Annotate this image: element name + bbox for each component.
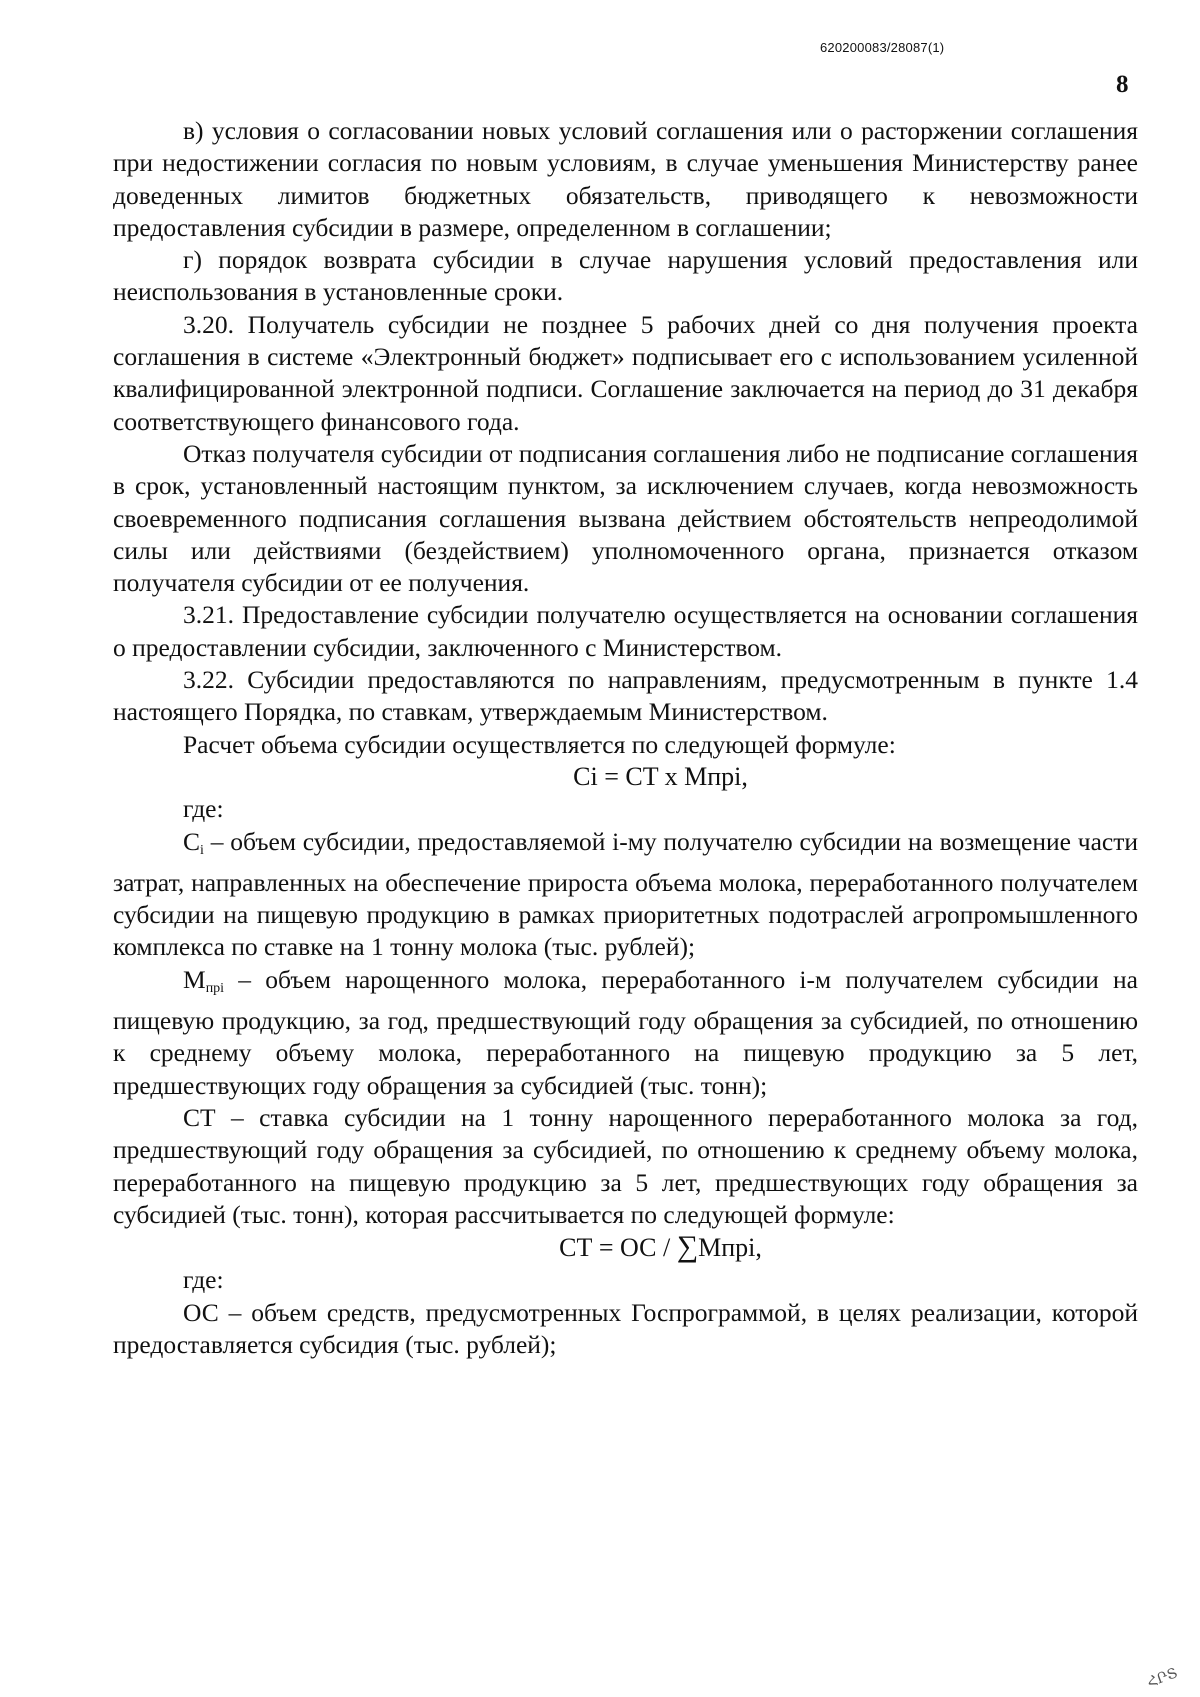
paragraph-g: г) порядок возврата субсидии в случае нарушения условий предоставления или неиспользования в установленные сроки. xyxy=(113,245,1138,307)
symbol-ci-subscript: i xyxy=(200,842,204,858)
formula-ct-comma: , xyxy=(755,1233,762,1263)
paragraph-refusal: Отказ получателя субсидии от подписания соглашения либо не подписание соглашения в срок, установленный настоящим пунктом, за исключением случаев, когда невозможность своевременного подписания соглашения вызвана действием обстоятельств непреодолимой силы или действиями (бездействием) уполномоченного органа, признается отказом получателя субсидии от ее получения. xyxy=(113,438,1138,598)
where-label-2: где: xyxy=(183,1265,224,1295)
sum-sign: ∑ xyxy=(676,1230,699,1264)
symbol-mpri: М xyxy=(183,964,206,994)
paragraph-3-21: 3.21. Предоставление субсидии получателю осуществляется на основании соглашения о предоставлении субсидии, заключенного с Министерством. xyxy=(113,600,1138,662)
definition-ct: СТ – ставка субсидии на 1 тонну нарощенного переработанного молока за год, предшествующий году обращения за субсидией, по отношению к среднему объему молока, переработанного на пищевую продукцию за 5 лет, предшествующих году обращения за субсидией (тыс. тонн), которая рассчитывается по следующей формуле: xyxy=(113,1102,1138,1229)
paragraph-3-22: 3.22. Субсидии предоставляются по направлениям, предусмотренным в пункте 1.4 настоящего Порядка, по ставкам, утверждаемым Министерством. xyxy=(113,665,1138,727)
formula-ct-right: Мпрi xyxy=(698,1233,756,1263)
where-label-1: где: xyxy=(183,794,224,824)
definition-os: ОС – объем средств, предусмотренных Госпрограммой, в целях реализации, которой предоставляется субсидия (тыс. рублей); xyxy=(113,1297,1138,1359)
paragraph-v: в) условия о согласовании новых условий соглашения или о расторжении соглашения при недостижении согласия по новым условиям, в случае уменьшения Министерству ранее доведенных лимитов бюджетных обязательств, приводящего к невозможности предоставления субсидии в размере, определенном в соглашении; xyxy=(113,116,1138,242)
document-id: 620200083/28087(1) xyxy=(820,40,945,55)
scan-mark: ՀՐՏ xyxy=(1145,1666,1180,1691)
definition-ci-text: – объем субсидии, предоставляемой i-му получателю субсидии на возмещение части затрат, направленных на обеспечение прироста объема молока, переработанного получателем субсидии на пищевую продукцию в рамках приоритетных подотраслей агропромышленного комплекса по ставке на 1 тонну молока (тыс. рублей); xyxy=(113,826,1138,962)
document-body xyxy=(113,115,1138,1361)
paragraph-calculation: Расчет объема субсидии осуществляется по следующей формуле: xyxy=(183,729,896,759)
formula-ct xyxy=(113,1231,1138,1264)
page-number: 8 xyxy=(1116,71,1129,98)
definition-ci xyxy=(113,826,1138,964)
symbol-ci: C xyxy=(183,826,201,856)
definition-mpri xyxy=(113,964,1138,1102)
symbol-mpri-subscript: прi xyxy=(205,980,225,996)
formula-ct-left: СТ = ОС / xyxy=(559,1233,677,1263)
paragraph-3-20: 3.20. Получатель субсидии не позднее 5 рабочих дней со дня получения проекта соглашения в системе «Электронный бюджет» подписывает его с использованием усиленной квалифицированной электронной подписи. Соглашение заключается на период до 31 декабря соответствующего финансового года. xyxy=(113,309,1138,436)
definition-mpri-text: – объем нарощенного молока, переработанного i-м получателем субсидии на пищевую продукцию, за год, предшествующий году обращения за субсидией, по отношению к среднему объему молока, переработанного на пищевую продукцию за 5 лет, предшествующих году обращения за субсидией (тыс. тонн); xyxy=(113,964,1138,1100)
formula-ci: Ci = CT x Мпрi, xyxy=(573,761,748,791)
